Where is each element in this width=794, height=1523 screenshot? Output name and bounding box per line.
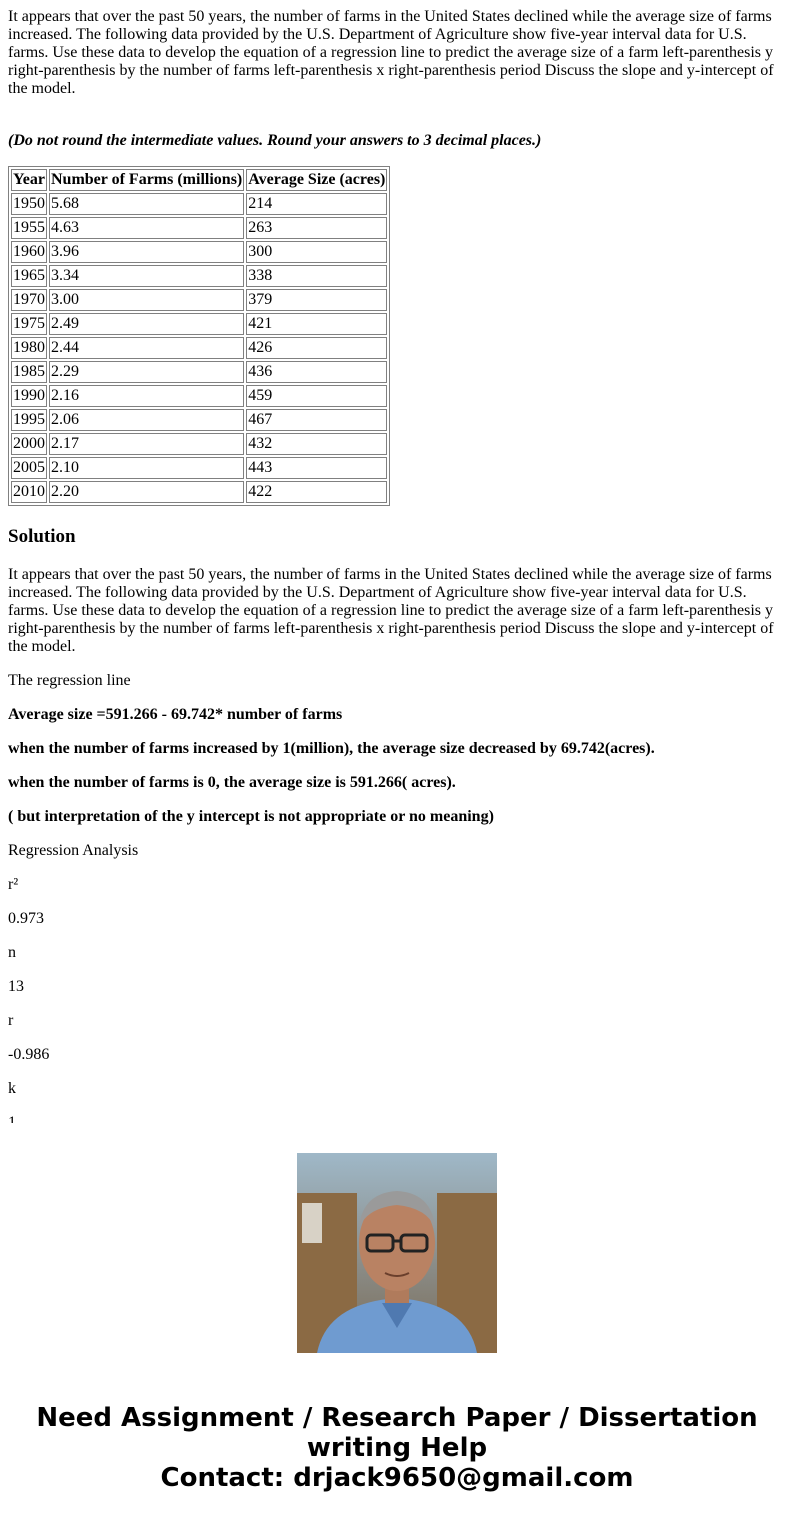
slope-interpretation: when the number of farms increased by 1(million), the average size decreased by 69.742(acres). xyxy=(8,740,655,757)
table-row xyxy=(11,265,387,287)
regression-intro: The regression line xyxy=(8,672,131,689)
cell-average-size: 421 xyxy=(246,313,387,335)
cell-average-size: 422 xyxy=(246,481,387,503)
table-row xyxy=(11,433,387,455)
regression-equation: Average size =591.266 - 69.742* number of farms xyxy=(8,706,343,723)
stat-label: r xyxy=(8,1012,14,1029)
author-avatar xyxy=(297,1153,497,1353)
table-body xyxy=(11,193,387,503)
cell-number-of-farms: 2.49 xyxy=(49,313,244,335)
table-row xyxy=(11,217,387,239)
cell-year: 1965 xyxy=(11,265,47,287)
cell-average-size: 379 xyxy=(246,289,387,311)
cell-year: 1990 xyxy=(11,385,47,407)
solution-restated-question: It appears that over the past 50 years, the number of farms in the United States declined while the average size of farms increased. The following data provided by the U.S. Department of Agriculture show five-year interval data for U.S. farms. Use these data to develop the equation of a regression line to predict the average size of a farm left-parenthesis y right-parenthesis by the number of farms left-parenthesis x right-parenthesis period Discuss the slope and y-intercept of the model. xyxy=(8,566,774,655)
cell-average-size: 436 xyxy=(246,361,387,383)
cell-year: 1980 xyxy=(11,337,47,359)
cell-number-of-farms: 2.29 xyxy=(49,361,244,383)
cell-number-of-farms: 5.68 xyxy=(49,193,244,215)
question-text: It appears that over the past 50 years, the number of farms in the United States declined while the average size of farms increased. The following data provided by the U.S. Department of Agriculture show five-year interval data for U.S. farms. Use these data to develop the equation of a regression line to predict the average size of a farm left-parenthesis y right-parenthesis by the number of farms left-parenthesis x right-parenthesis period Discuss the slope and y-intercept of the model. xyxy=(8,8,774,97)
cell-average-size: 426 xyxy=(246,337,387,359)
cell-average-size: 432 xyxy=(246,433,387,455)
cell-number-of-farms: 2.16 xyxy=(49,385,244,407)
cell-year: 1950 xyxy=(11,193,47,215)
cell-number-of-farms: 3.00 xyxy=(49,289,244,311)
cell-number-of-farms: 2.17 xyxy=(49,433,244,455)
header-average-size: Average Size (acres) xyxy=(246,169,387,191)
table-row xyxy=(11,289,387,311)
call-to-action xyxy=(0,1403,794,1493)
cell-average-size: 443 xyxy=(246,457,387,479)
cell-number-of-farms: 2.10 xyxy=(49,457,244,479)
table-row xyxy=(11,457,387,479)
cell-average-size: 338 xyxy=(246,265,387,287)
table-row xyxy=(11,241,387,263)
cta-contact-line[interactable]: Contact: drjack9650@gmail.com xyxy=(160,1463,634,1493)
cell-average-size: 263 xyxy=(246,217,387,239)
cell-number-of-farms: 3.96 xyxy=(49,241,244,263)
cell-year: 1955 xyxy=(11,217,47,239)
instruction-text: (Do not round the intermediate values. Round your answers to 3 decimal places.) xyxy=(8,132,542,149)
page-content xyxy=(8,8,786,1123)
cell-number-of-farms: 4.63 xyxy=(49,217,244,239)
cell-year: 1960 xyxy=(11,241,47,263)
cta-line-2: writing Help xyxy=(306,1433,488,1463)
table-row xyxy=(11,361,387,383)
cell-year: 1975 xyxy=(11,313,47,335)
cell-number-of-farms: 3.34 xyxy=(49,265,244,287)
table-row xyxy=(11,385,387,407)
header-number-of-farms: Number of Farms (millions) xyxy=(49,169,244,191)
farm-data-table xyxy=(8,166,390,506)
intercept-note: ( but interpretation of the y intercept is not appropriate or no meaning) xyxy=(8,808,494,825)
stat-label: r² xyxy=(8,876,19,893)
table-row xyxy=(11,193,387,215)
stat-value: -0.986 xyxy=(8,1046,50,1063)
cell-average-size: 467 xyxy=(246,409,387,431)
cell-number-of-farms: 2.06 xyxy=(49,409,244,431)
table-row xyxy=(11,409,387,431)
cell-number-of-farms: 2.44 xyxy=(49,337,244,359)
cell-year: 2005 xyxy=(11,457,47,479)
cell-year: 1985 xyxy=(11,361,47,383)
cell-average-size: 459 xyxy=(246,385,387,407)
intercept-interpretation: when the number of farms is 0, the average size is 591.266( acres). xyxy=(8,774,456,791)
cell-year: 1970 xyxy=(11,289,47,311)
cell-number-of-farms: 2.20 xyxy=(49,481,244,503)
footer-banner xyxy=(0,1123,794,1523)
stat-label: n xyxy=(8,944,16,961)
cell-year: 2000 xyxy=(11,433,47,455)
author-portrait-icon xyxy=(297,1153,497,1353)
stat-value: 13 xyxy=(8,978,24,995)
table-row xyxy=(11,337,387,359)
cell-average-size: 214 xyxy=(246,193,387,215)
regression-analysis-title: Regression Analysis xyxy=(8,842,139,859)
stat-value: 0.973 xyxy=(8,910,44,927)
solution-heading: Solution xyxy=(8,526,76,547)
cell-year: 1995 xyxy=(11,409,47,431)
table-row xyxy=(11,313,387,335)
cell-average-size: 300 xyxy=(246,241,387,263)
table-header-row xyxy=(11,169,387,191)
cell-year: 2010 xyxy=(11,481,47,503)
header-year: Year xyxy=(11,169,47,191)
stat-label: k xyxy=(8,1080,16,1097)
cta-line-1: Need Assignment / Research Paper / Dissertation xyxy=(36,1403,758,1433)
table-row xyxy=(11,481,387,503)
